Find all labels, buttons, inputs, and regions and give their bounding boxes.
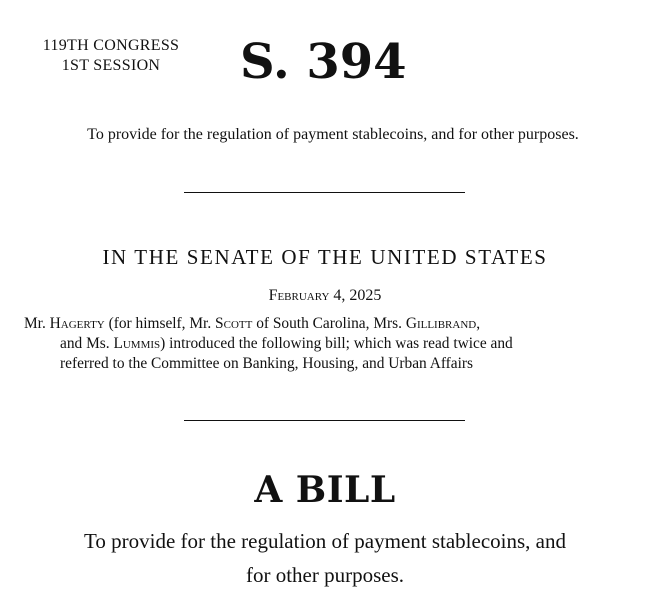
short-title: To provide for the regulation of payment stablecoins, and for other purposes. [87,126,579,143]
sponsors-text: ) introduced the following bill; which was read twice and [160,335,513,352]
chamber-heading: IN THE SENATE OF THE UNITED STATES [102,245,548,269]
sponsors-line-1 [24,314,627,334]
congress-session-block [18,36,204,76]
divider-bottom [184,420,465,421]
sponsor-name-scott: Scott [215,315,253,332]
sponsors-statement [24,314,627,374]
congress-label: 119TH CONGRESS [42,37,180,54]
sponsor-name-gillibrand: Gillibrand [405,315,477,332]
sponsor-name-hagerty: Hagerty [49,315,105,332]
sponsors-text: , [476,315,481,332]
sponsors-line-3: referred to the Committee on Banking, Housing, and Urban Affairs [60,355,474,372]
divider-top [184,192,465,193]
long-title-line-2: for other purposes. [245,563,405,587]
long-title-line-1: To provide for the regulation of payment stablecoins, and [84,529,566,553]
long-title [0,524,650,592]
session-label: 1ST SESSION [61,57,161,74]
sponsors-text: (for himself, Mr. [108,315,212,332]
introduction-date: February 4, 2025 [268,287,382,304]
sponsors-line-2 [24,334,627,354]
sponsor-prefix: Mr. [24,315,46,332]
bill-heading: A BILL [254,469,396,511]
bill-number: S. 394 [240,34,407,90]
sponsors-text: of South Carolina, Mrs. [256,315,402,332]
sponsors-text: and Ms. [60,335,110,352]
sponsor-name-lummis: Lummis [113,335,161,352]
